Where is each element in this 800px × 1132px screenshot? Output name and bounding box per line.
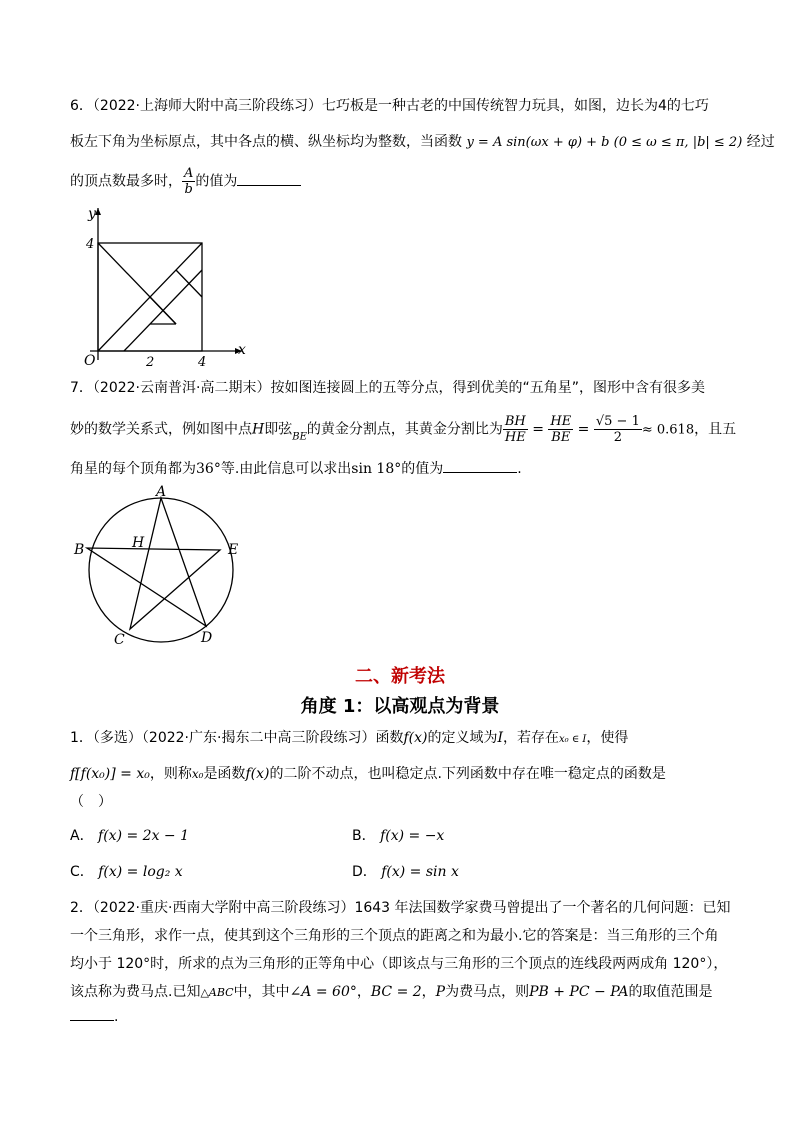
q6-line-3 xyxy=(70,166,730,197)
p1-option-a[interactable] xyxy=(70,826,370,846)
label-b: B xyxy=(74,542,85,558)
q6-text-2-tail: 经过 xyxy=(746,134,775,150)
p1-text-1b: 的定义域为 xyxy=(427,730,498,746)
q6-formula: y = A sin(ωx + φ) + b (0 ≤ ω ≤ π, |b| ≤ 2) xyxy=(466,135,743,150)
p2-source: （2022·重庆·西南大学附中高三阶段练习） xyxy=(92,900,355,916)
tick-x-4: 4 xyxy=(198,355,207,368)
p1-fx-2: f(x) xyxy=(245,766,270,782)
p2-number: 2． xyxy=(70,900,93,916)
option-a-expr: f(x) = 2x − 1 xyxy=(98,828,190,844)
option-b-expr: f(x) = −x xyxy=(380,828,445,844)
q7-text-3-mid: 等.由此信息可以求出 xyxy=(220,461,352,477)
q7-ratio-3 xyxy=(594,414,642,445)
p1-option-b[interactable] xyxy=(352,826,652,846)
p2-point-p: P xyxy=(435,984,446,1000)
q7-text-3: 角星的每个顶角都为 xyxy=(70,461,196,477)
tangram-figure xyxy=(74,200,254,368)
p2-text-4b: 中，其中 xyxy=(233,984,290,1000)
q7-text-2-mid: 即弦 xyxy=(264,421,293,438)
option-d-expr: f(x) = sin x xyxy=(381,864,459,880)
q6-text-1: 七巧板是一种古老的中国传统智力玩具，如图，边长为4的七巧 xyxy=(322,98,709,114)
tick-x-2: 2 xyxy=(146,355,155,368)
p2-line-1 xyxy=(70,898,730,918)
q7-line-3 xyxy=(70,458,730,479)
label-c: C xyxy=(114,632,125,648)
p1-fx: f(x) xyxy=(403,730,428,746)
p2-text-4c: ， xyxy=(356,984,371,1000)
option-c-expr: f(x) = log₂ x xyxy=(98,864,183,880)
p1-text-2c: 的二阶不动点，也叫稳定点.下列函数中存在唯一稳定点的函数是 xyxy=(269,766,666,782)
q7-number: 7． xyxy=(70,380,93,396)
section-title: 二、新考法 xyxy=(355,666,445,687)
p2-text-4d: ， xyxy=(421,984,436,1000)
p1-x0-in: x₀ ∈ I xyxy=(559,734,587,745)
q7-text-3-tail: 的值为 xyxy=(401,461,444,477)
q6-line-2 xyxy=(70,132,775,153)
p1-formula: f[f(x₀)] = x₀ xyxy=(70,766,150,782)
option-a-label: A． xyxy=(70,828,94,844)
p2-text-4a: 该点称为费马点.已知 xyxy=(70,984,201,1000)
p2-angle-a: ∠A = 60° xyxy=(289,984,357,1000)
pentagram-circle xyxy=(89,498,233,642)
q7-ratio-3-num: √5 − 1 xyxy=(595,414,640,429)
q7-text-2-mid2: 的黄金分割点，其黄金分割比为 xyxy=(306,421,503,438)
q7-angle: 36° xyxy=(196,461,221,477)
p1-number: 1． xyxy=(70,730,93,746)
label-a: A xyxy=(156,484,167,500)
q6-text-3-tail: 的值为 xyxy=(195,173,238,190)
label-e: E xyxy=(228,542,239,558)
option-b-label: B． xyxy=(352,828,376,844)
q7-equals-1: = xyxy=(527,421,549,438)
p1-option-d[interactable] xyxy=(352,862,652,882)
q6-fraction xyxy=(182,166,195,197)
p1-source: （2022·广东·揭东二中高三阶段练习） xyxy=(141,730,376,746)
q7-approx: ≈ 0.618 xyxy=(641,422,695,438)
pentagram-figure xyxy=(70,484,270,654)
q7-ratio-3-den: 2 xyxy=(613,430,622,445)
p2-line-3: 均小于 120°时，所求的点为三角形的正等角中心（即该点与三角形的三个顶点的连线段两两成角 120°）， xyxy=(70,956,728,972)
p2-end: . xyxy=(114,1009,119,1025)
option-d-label: D． xyxy=(352,864,377,880)
p2-bc: BC = 2 xyxy=(370,984,422,1000)
p2-text-4f: 的取值范围是 xyxy=(628,984,713,1000)
p1-text-2b: 是函数 xyxy=(203,766,246,782)
p1-text-2a: ，则称 xyxy=(149,766,192,782)
q6-frac-num: A xyxy=(184,166,194,181)
p2-text-4e: 为费马点，则 xyxy=(445,984,530,1000)
p2-triangle: △ABC xyxy=(200,986,234,999)
p1-domain: I xyxy=(497,730,503,746)
q7-text-2: 妙的数学关系式，例如图中点 xyxy=(70,421,252,438)
q6-answer-blank[interactable] xyxy=(237,171,301,186)
q7-text-1: 按如图连接圆上的五等分点，得到优美的“五角星”，图形中含有很多美 xyxy=(270,380,705,396)
q7-sin: sin 18° xyxy=(351,461,402,477)
pentagram-star xyxy=(87,498,220,629)
p1-text-1d: ，使得 xyxy=(586,730,629,746)
p1-tag: （多选） xyxy=(92,730,142,746)
p2-line-5 xyxy=(70,1006,730,1027)
label-d: D xyxy=(201,630,213,646)
q7-answer-blank[interactable] xyxy=(443,458,517,473)
q7-chord: BE xyxy=(292,431,307,443)
p1-x0: x₀ xyxy=(191,767,204,781)
x-axis-label: x xyxy=(238,342,246,358)
p1-line-2 xyxy=(70,764,730,784)
section-subtitle: 角度 1：以高观点为背景 xyxy=(300,696,500,717)
p2-line-4 xyxy=(70,982,730,1003)
label-h: H xyxy=(132,535,145,551)
tick-y-4: 4 xyxy=(86,237,95,252)
p1-line-1 xyxy=(70,728,730,750)
q7-equals-2: = xyxy=(573,421,594,438)
q7-ratio-2-den: BE xyxy=(551,430,571,445)
q6-text-2: 板左下角为坐标原点，其中各点的横、纵坐标均为整数，当函数 xyxy=(70,134,462,150)
q7-point-h: H xyxy=(252,421,265,438)
q7-line-2 xyxy=(70,414,737,448)
p2-answer-blank[interactable] xyxy=(70,1006,114,1021)
q7-ratio-1 xyxy=(503,414,528,445)
p1-text-1c: ，若存在 xyxy=(503,730,559,746)
p1-paren: （ ） xyxy=(70,794,112,810)
p1-option-c[interactable] xyxy=(70,862,370,882)
p2-line-2: 一个三角形，求作一点，使其到这个三角形的三个顶点的距离之和为最小.它的答案是：当三角形的三个角 xyxy=(70,928,719,944)
q7-text-2-tail: ，且五 xyxy=(694,421,737,438)
y-axis-label: y xyxy=(88,206,96,222)
q6-line-1 xyxy=(70,96,730,116)
origin-label: O xyxy=(84,353,96,368)
q7-ratio-1-den: HE xyxy=(504,430,526,445)
q7-source: （2022·云南普洱·高二期末） xyxy=(92,380,271,396)
q6-frac-den: b xyxy=(184,182,193,197)
q7-ratio-2-num: HE xyxy=(550,414,572,429)
q7-ratio-1-num: BH xyxy=(504,414,526,429)
q6-text-3: 的顶点数最多时， xyxy=(70,173,182,190)
q7-end: . xyxy=(517,461,522,477)
q6-number: 6． xyxy=(70,98,93,114)
option-c-label: C． xyxy=(70,864,94,880)
p2-expr: PB + PC − PA xyxy=(529,984,629,1000)
q6-source: （2022·上海师大附中高三阶段练习） xyxy=(92,98,323,114)
q7-ratio-2 xyxy=(548,414,573,445)
p1-text-1a: 函数 xyxy=(375,730,404,746)
q7-line-1 xyxy=(70,378,730,398)
p2-text-1: 1643 年法国数学家费马曾提出了一个著名的几何问题：已知 xyxy=(354,900,731,916)
